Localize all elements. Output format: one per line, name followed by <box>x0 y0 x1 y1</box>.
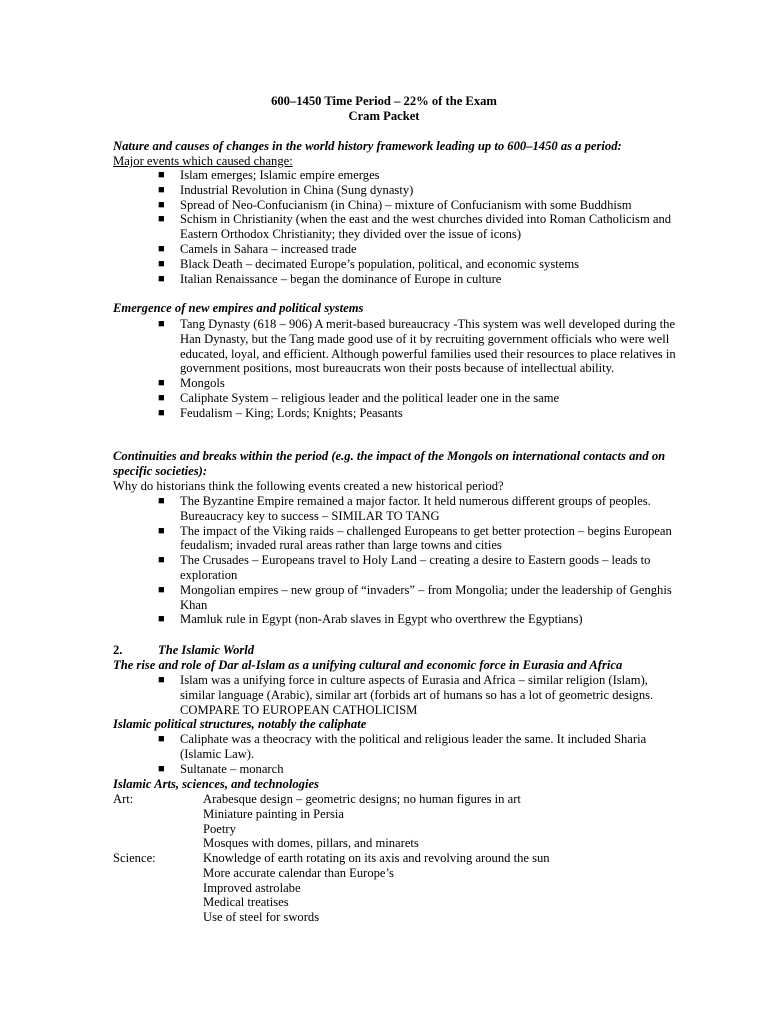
subheading-major-events: Major events which caused change: <box>113 154 293 168</box>
list-item: More accurate calendar than Europe’s <box>203 865 394 880</box>
square-bullet-icon: ■ <box>158 391 165 404</box>
list-item: ■ Feudalism – King; Lords; Knights; Peasants <box>158 405 403 420</box>
list-item: ■ Sultanate – monarch <box>158 761 284 776</box>
section-heading-nature-causes: Nature and causes of changes in the world history framework leading up to 600–1450 as a period: <box>113 139 622 153</box>
definition-list-science <box>113 851 673 925</box>
square-bullet-icon: ■ <box>158 583 165 596</box>
list-item: ■ The Byzantine Empire remained a major factor. It held numerous different groups of peoples. Bureaucracy key to success – SIMILAR TO TANG <box>158 494 651 523</box>
subheading-historians-question: Why do historians think the following events created a new historical period? <box>113 479 504 493</box>
list-item: ■ Mongolian empires – new group of “invaders” – from Mongolia; under the leadership of Genghis Khan <box>158 582 672 612</box>
section-heading-new-empires: Emergence of new empires and political systems <box>113 301 364 315</box>
title-line-2: Cram Packet <box>348 108 420 123</box>
list-item: ■ Camels in Sahara – increased trade <box>158 241 357 256</box>
square-bullet-icon: ■ <box>158 613 165 626</box>
list-item: Miniature painting in Persia <box>203 806 344 821</box>
list-item: ■ Black Death – decimated Europe’s population, political, and economic systems <box>158 256 580 271</box>
list-item: Knowledge of earth rotating on its axis and revolving around the sun <box>203 851 550 865</box>
list-item: ■ Italian Renaissance – began the dominance of Europe in culture <box>158 271 502 286</box>
square-bullet-icon: ■ <box>158 257 165 270</box>
square-bullet-icon: ■ <box>158 377 165 390</box>
bullet-list-political-structures <box>158 732 678 776</box>
list-item: ■ The Crusades – Europeans travel to Holy Land – creating a desire to Eastern goods – leads to exploration <box>158 553 651 582</box>
list-item: ■ Caliphate was a theocracy with the political and religious leader the same. It included Sharia (Islamic Law). <box>158 732 647 761</box>
square-bullet-icon: ■ <box>158 733 165 745</box>
square-bullet-icon: ■ <box>158 198 165 211</box>
bullet-list-new-empires <box>158 317 678 421</box>
square-bullet-icon: ■ <box>158 762 165 775</box>
art-label: Art: <box>113 792 134 806</box>
title-line-1: 600–1450 Time Period – 22% of the Exam <box>271 94 497 108</box>
list-item: Mosques with domes, pillars, and minarets <box>203 836 419 851</box>
square-bullet-icon: ■ <box>158 554 165 567</box>
square-bullet-icon: ■ <box>158 318 165 330</box>
square-bullet-icon: ■ <box>158 524 165 537</box>
list-item: ■ The impact of the Viking raids – challenged Europeans to get better protection – begins European feudalism; invaded rural areas rather than large towns and cities <box>158 523 672 553</box>
square-bullet-icon: ■ <box>158 495 165 507</box>
section-number: 2. <box>113 643 123 657</box>
list-item: ■ Schism in Christianity (when the east and the west churches divided into Roman Catholicism and Eastern Orthodox Christianity; they divided over the issue of icons) <box>158 212 672 242</box>
list-item: Use of steel for swords <box>203 910 320 925</box>
section-heading-continuities: Continuities and breaks within the period (e.g. the impact of the Mongols on international contacts and on specific societies): <box>113 449 666 478</box>
list-item: ■ Spread of Neo-Confucianism (in China) – mixture of Confucianism with some Buddhism <box>158 197 632 212</box>
list-item: ■ Caliphate System – religious leader and the political leader one in the same <box>158 390 560 405</box>
list-item: ■ Mamluk rule in Egypt (non-Arab slaves in Egypt who overthrew the Egyptians) <box>158 612 583 627</box>
section-title-islamic-world <box>113 643 673 658</box>
list-item: ■ Industrial Revolution in China (Sung dynasty) <box>158 182 414 197</box>
section-title: The Islamic World <box>158 643 255 657</box>
list-item: Arabesque design – geometric designs; no human figures in art <box>203 792 521 806</box>
list-item: ■ Tang Dynasty (618 – 906) A merit-based bureaucracy -This system was well developed during the Han Dynasty, but the Tang made good use of it by recruiting government officials who were well educated, loyal, and efficient. Although powerful families used their resources to place relatives in government positions, most bureaucrats won their posts because of intellectual ability. <box>158 317 676 376</box>
list-item: ■ Islam was a unifying force in culture aspects of Eurasia and Africa – similar religion (Islam), similar language (Arabic), similar art (forbids art of humans so has a lot of geometric designs. COMPARE TO EUROPEAN CATHOLICISM <box>158 673 654 717</box>
list-item: ■ Mongols <box>158 376 225 391</box>
square-bullet-icon: ■ <box>158 674 165 686</box>
list-item: Medical treatises <box>203 895 289 910</box>
list-item: Improved astrolabe <box>203 880 301 895</box>
section-heading-political-structures: Islamic political structures, notably the caliphate <box>113 717 367 731</box>
page-title <box>0 94 768 124</box>
square-bullet-icon: ■ <box>158 406 165 419</box>
list-item: Poetry <box>203 821 236 836</box>
bullet-list-continuities <box>158 494 678 627</box>
science-label: Science: <box>113 851 156 865</box>
section-heading-dar-al-islam: The rise and role of Dar al-Islam as a unifying cultural and economic force in Eurasia and Africa <box>113 658 623 672</box>
list-item: ■ Islam emerges; Islamic empire emerges <box>158 168 380 182</box>
section-heading-arts-sciences: Islamic Arts, sciences, and technologies <box>113 777 319 791</box>
square-bullet-icon: ■ <box>158 169 165 181</box>
definition-list-art <box>113 792 673 851</box>
bullet-list-dar-al-islam <box>158 673 678 717</box>
bullet-list-major-events <box>158 168 678 286</box>
square-bullet-icon: ■ <box>158 213 165 226</box>
square-bullet-icon: ■ <box>158 242 165 255</box>
square-bullet-icon: ■ <box>158 183 165 196</box>
square-bullet-icon: ■ <box>158 272 165 285</box>
